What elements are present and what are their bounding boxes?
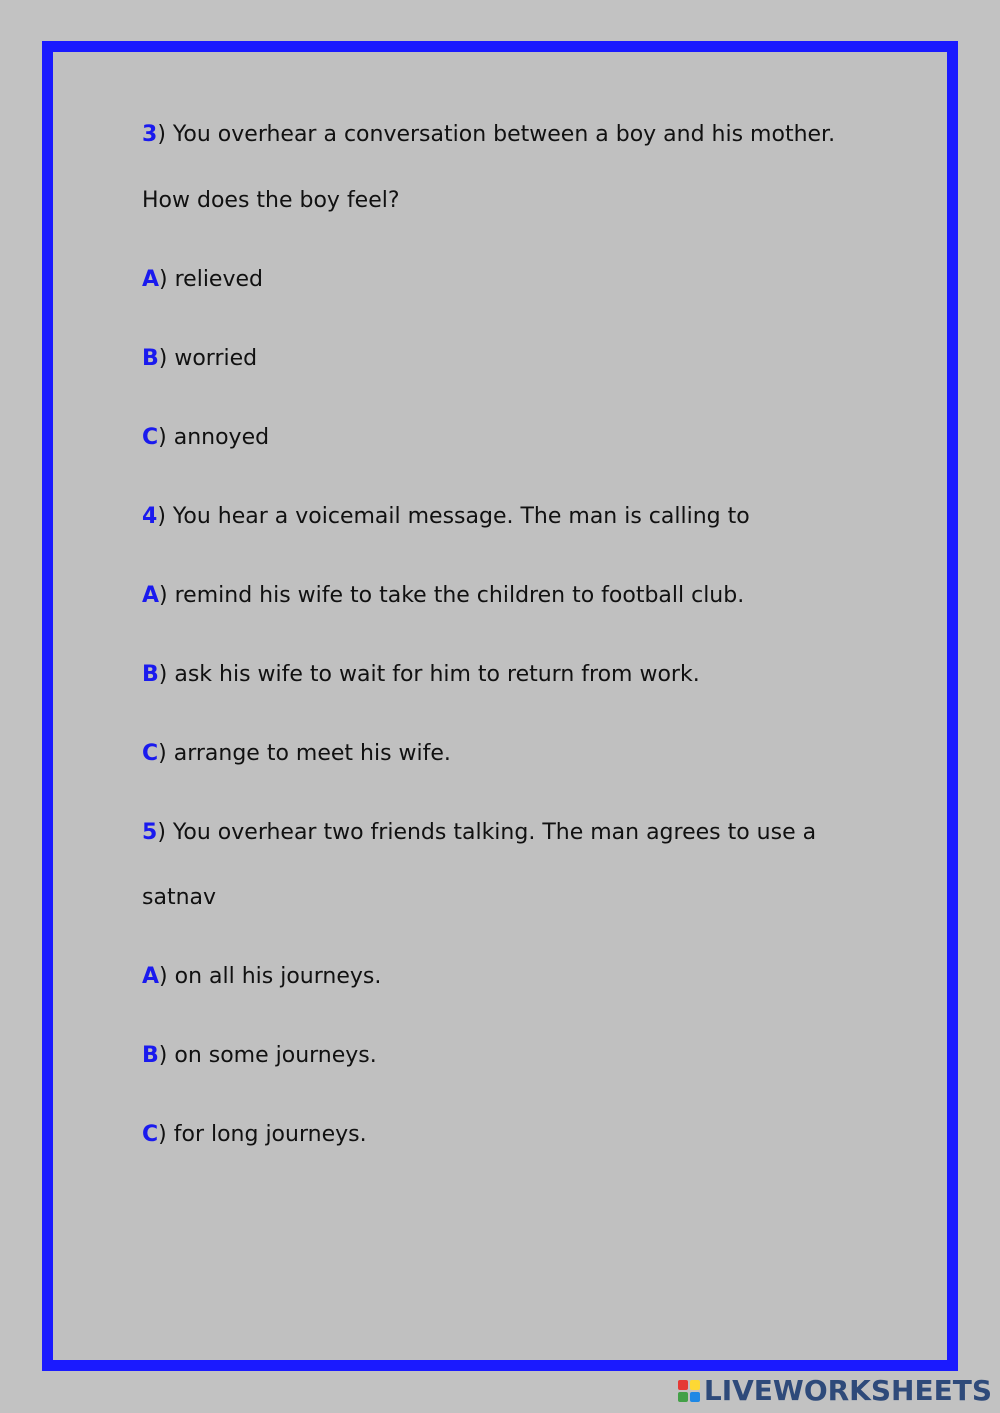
logo-square-blue: [690, 1392, 700, 1402]
option-letter: B: [142, 346, 159, 371]
option-letter: C: [142, 425, 159, 450]
question-4-option-b[interactable]: [142, 664, 700, 686]
option-letter: A: [142, 583, 160, 608]
option-text: ) ask his wife to wait for him to return from work.: [158, 662, 700, 687]
question-5-option-b[interactable]: [142, 1045, 377, 1067]
worksheet-border: [42, 41, 958, 1371]
option-text: ) relieved: [159, 267, 263, 292]
option-letter: B: [142, 1043, 159, 1068]
liveworksheets-logo: [678, 1374, 992, 1407]
option-letter: B: [142, 662, 159, 687]
option-text: ) for long journeys.: [158, 1122, 367, 1147]
question-text: satnav: [142, 885, 217, 910]
option-text: ) on some journeys.: [158, 1043, 377, 1068]
question-3-line-2: [142, 190, 400, 212]
option-letter: C: [142, 1122, 159, 1147]
question-3-line-1: [142, 124, 835, 146]
question-5-line-1: [142, 822, 816, 844]
question-text: ) You overhear a conversation between a boy and his mother.: [157, 122, 836, 147]
logo-text: LIVEWORKSHEETS: [703, 1374, 992, 1407]
question-number: 4: [142, 504, 158, 529]
question-5-option-c[interactable]: [142, 1124, 367, 1146]
question-text: ) You hear a voicemail message. The man is calling to: [157, 504, 750, 529]
question-number: 3: [142, 122, 158, 147]
question-5-line-2: [142, 887, 216, 909]
option-letter: A: [142, 964, 160, 989]
option-text: ) annoyed: [158, 425, 270, 450]
logo-square-green: [678, 1392, 688, 1402]
question-number: 5: [142, 820, 158, 845]
option-text: ) arrange to meet his wife.: [158, 741, 451, 766]
question-3-option-a[interactable]: [142, 269, 263, 291]
logo-square-red: [678, 1380, 688, 1390]
logo-square-yellow: [690, 1380, 700, 1390]
question-4-line-1: [142, 506, 750, 528]
question-text: ) You overhear two friends talking. The man agrees to use a: [157, 820, 817, 845]
question-3-option-c[interactable]: [142, 427, 269, 449]
option-letter: A: [142, 267, 160, 292]
option-text: ) remind his wife to take the children to football club.: [159, 583, 745, 608]
option-letter: C: [142, 741, 159, 766]
question-text: How does the boy feel?: [142, 188, 400, 213]
question-4-option-c[interactable]: [142, 743, 451, 765]
question-3-option-b[interactable]: [142, 348, 257, 370]
liveworksheets-logo-icon: [678, 1380, 700, 1402]
question-4-option-a[interactable]: [142, 585, 744, 607]
option-text: ) on all his journeys.: [159, 964, 382, 989]
option-text: ) worried: [158, 346, 258, 371]
question-5-option-a[interactable]: [142, 966, 381, 988]
